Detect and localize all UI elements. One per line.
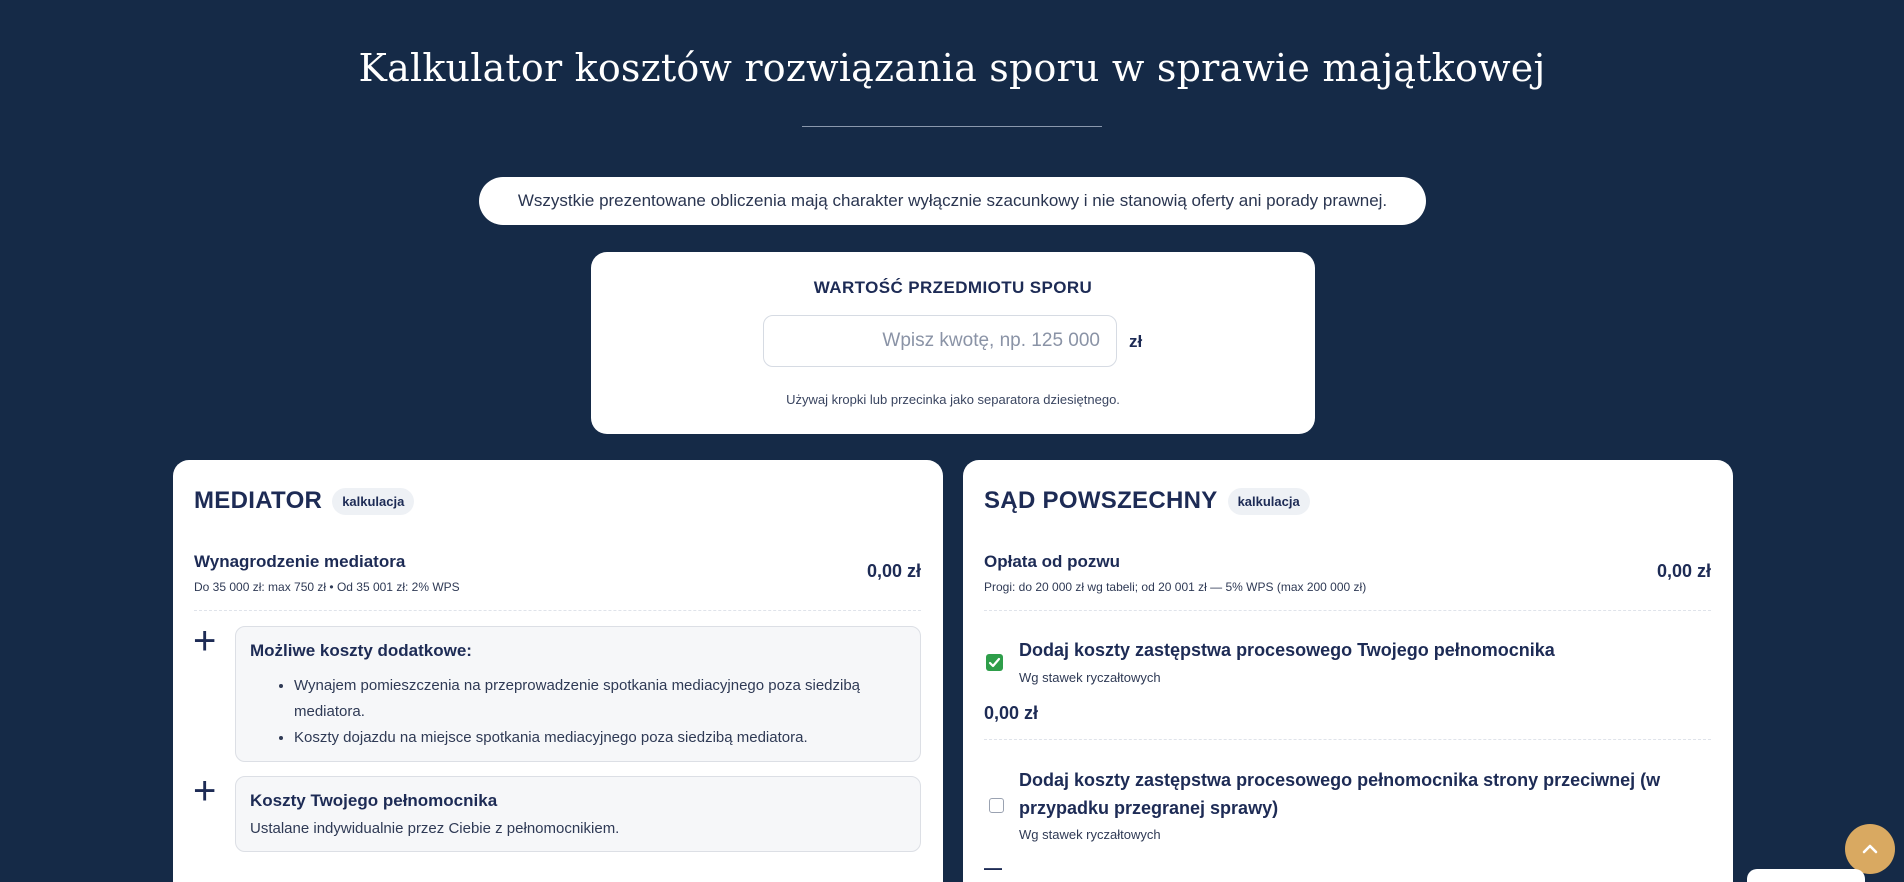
opponent-attorney-sub: Wg stawek ryczałtowych — [1019, 827, 1161, 842]
court-header — [984, 487, 1310, 515]
mediator-heading: MEDIATOR — [194, 487, 323, 514]
opponent-attorney-title-line2: przypadku przegranej sprawy) — [1019, 798, 1279, 818]
corner-card — [1747, 869, 1865, 882]
page-title: Kalkulator kosztów rozwiązania sporu w sprawie majątkowej — [358, 46, 1546, 90]
divider — [194, 610, 921, 611]
court-fee-amount: 0,00 zł — [1656, 561, 1711, 581]
disclaimer-banner: Wszystkie prezentowane obliczenia mają charakter wyłącznie szacunkowy i nie stanowią oferty ani porady prawnej. — [479, 177, 1426, 225]
own-attorney-checkbox[interactable] — [986, 654, 1003, 671]
opponent-attorney-checkbox[interactable] — [989, 798, 1004, 813]
mediator-header — [194, 487, 414, 515]
divider — [984, 739, 1711, 740]
chevron-up-icon — [1859, 838, 1881, 860]
court-panel — [963, 460, 1733, 882]
opponent-attorney-title-line1: Dodaj koszty zastępstwa procesowego pełnomocnika strony przeciwnej (w — [1019, 770, 1661, 790]
court-fee-title: Opłata od pozwu — [984, 552, 1120, 571]
amount-hint: Używaj kropki lub przecinka jako separatora dziesiętnego. — [786, 392, 1120, 407]
mediator-fee-sub: Do 35 000 zł: max 750 zł • Od 35 001 zł: 2% WPS — [194, 580, 460, 594]
list-item: • Koszty dojazdu na miejsce spotkania mediacyjnego poza siedzibą mediatora. — [294, 725, 914, 751]
court-fee-sub: Progi: do 20 000 zł wg tabeli; od 20 001 zł — 5% WPS (max 200 000 zł) — [984, 580, 1367, 594]
court-heading: SĄD POWSZECHNY — [984, 487, 1218, 514]
value-card — [591, 252, 1315, 434]
mediator-fee-title: Wynagrodzenie mediatora — [194, 552, 406, 571]
mediator-badge: kalkulacja — [332, 488, 414, 515]
currency-label: zł — [1129, 332, 1143, 351]
extra-costs-title: Możliwe koszty dodatkowe: — [250, 641, 472, 660]
attorney-costs-body: Ustalane indywidualnie przez Ciebie z pełnomocnikiem. — [250, 820, 620, 837]
mediator-panel — [173, 460, 943, 882]
court-badge: kalkulacja — [1228, 488, 1310, 515]
checkmark-icon — [988, 656, 1001, 669]
scroll-to-top-button[interactable] — [1845, 824, 1895, 874]
title-divider — [802, 126, 1102, 127]
divider — [984, 610, 1711, 611]
plus-icon: + — [193, 619, 217, 663]
extra-costs-list — [294, 673, 914, 751]
attorney-costs-title: Koszty Twojego pełnomocnika — [250, 791, 498, 810]
mediator-fee-amount: 0,00 zł — [866, 561, 921, 581]
own-attorney-amount: 0,00 zł — [984, 703, 1039, 723]
extra-costs-box — [235, 626, 921, 762]
plus-icon: + — [193, 769, 217, 813]
opponent-attorney-title[interactable] — [1019, 766, 1660, 822]
attorney-costs-box — [235, 776, 921, 852]
own-attorney-title[interactable]: Dodaj koszty zastępstwa procesowego Twojego pełnomocnika — [1019, 640, 1555, 660]
expand-extra-costs-button[interactable] — [193, 621, 216, 661]
list-item: • Wynajem pomieszczenia na przeprowadzenie spotkania mediacyjnego poza siedzibą mediatora. — [294, 673, 914, 725]
opponent-attorney-amount: — — [984, 858, 1002, 878]
value-label: WARTOŚĆ PRZEDMIOTU SPORU — [813, 278, 1093, 297]
amount-input[interactable] — [763, 315, 1117, 367]
expand-attorney-costs-button[interactable] — [193, 771, 216, 811]
own-attorney-sub: Wg stawek ryczałtowych — [1019, 670, 1161, 685]
